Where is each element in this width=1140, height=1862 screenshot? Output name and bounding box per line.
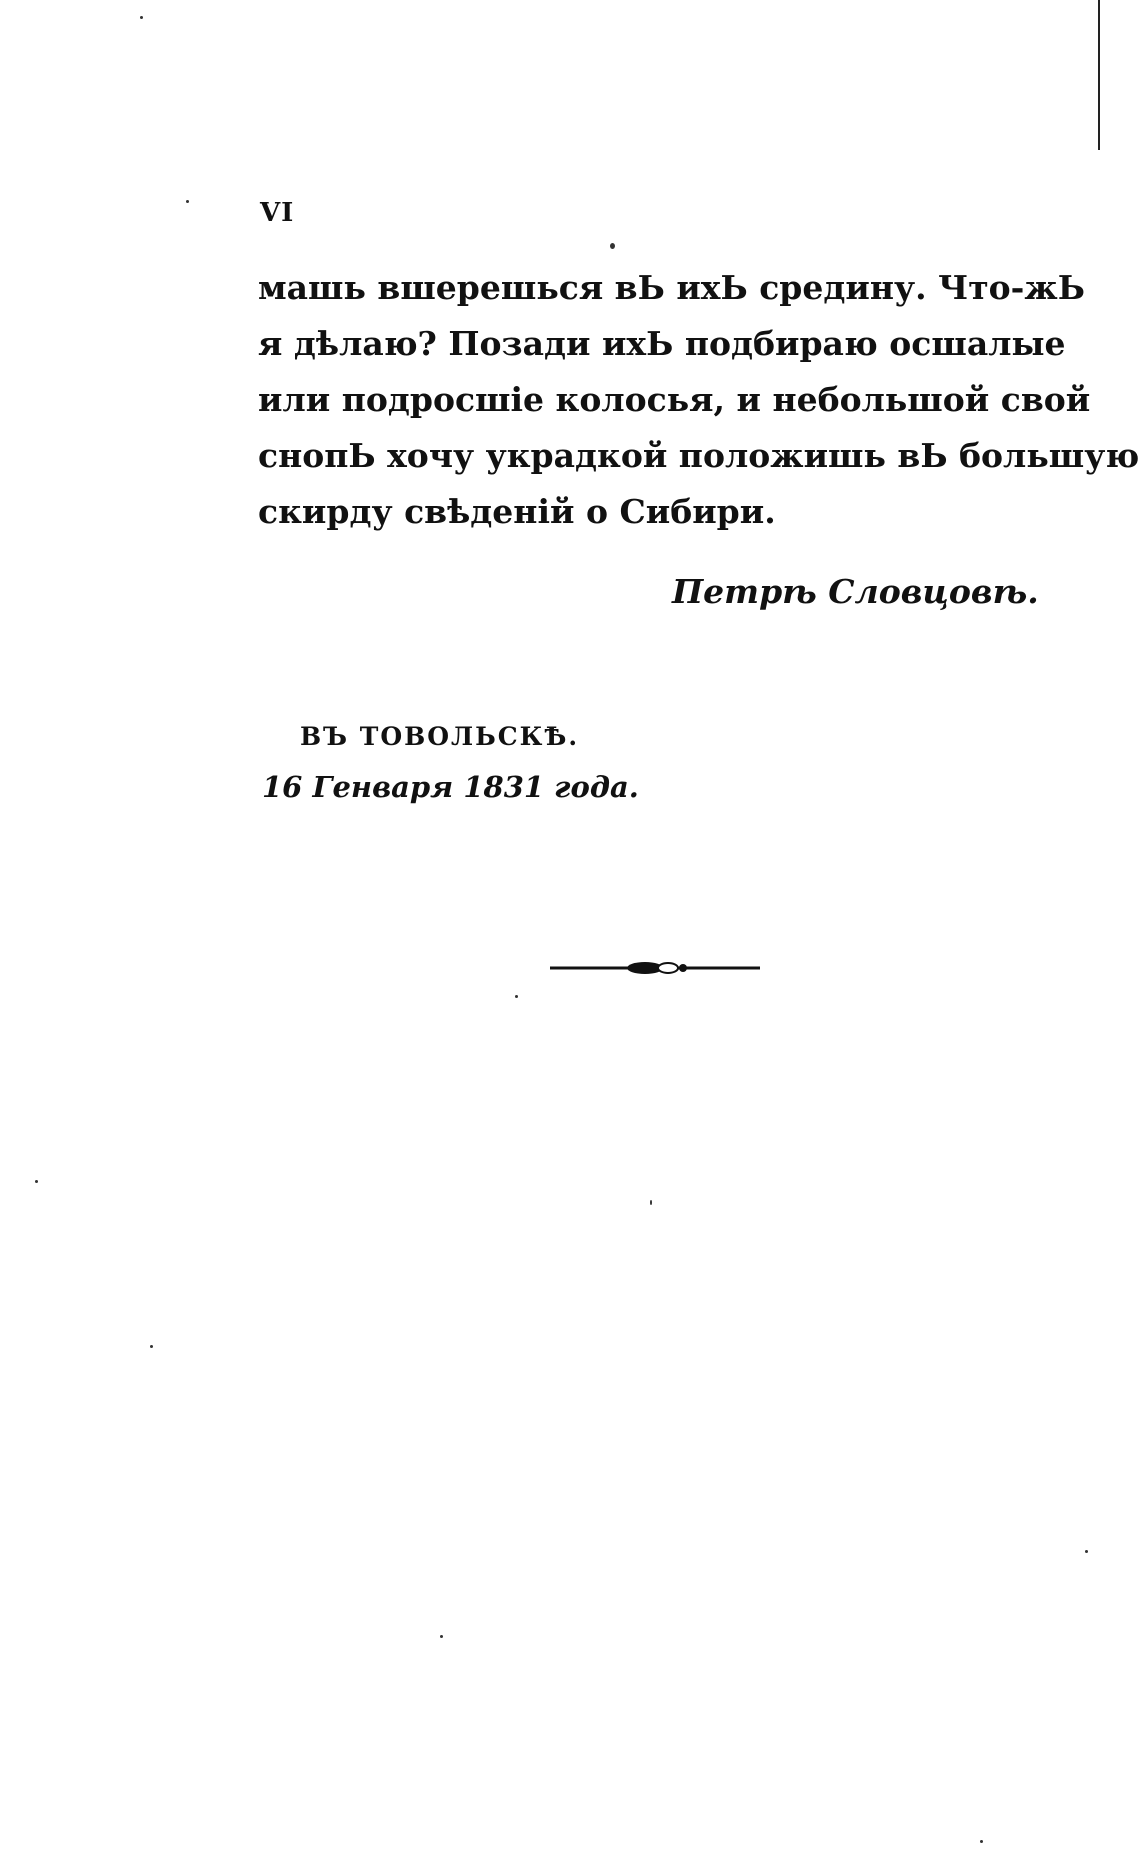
author-signature: Петрѣ Словцовѣ. xyxy=(672,572,1039,611)
paragraph-line-2: я дѣлаю? Позади ихЬ подбираю осшалые xyxy=(258,324,1066,363)
scan-speck xyxy=(140,16,143,19)
scan-speck xyxy=(150,1345,153,1348)
scan-speck xyxy=(440,1635,443,1638)
scan-speck xyxy=(650,1200,652,1205)
paragraph-line-1: машь вшерешься вЬ ихЬ средину. Что-жЬ xyxy=(258,268,1085,307)
scan-speck xyxy=(186,200,189,203)
scan-speck xyxy=(610,243,615,249)
scan-speck xyxy=(1085,1550,1088,1553)
ornament-divider-icon xyxy=(550,956,760,980)
paragraph-line-3: или подросшіе колосья, и небольшой свой xyxy=(258,380,1091,419)
page-number: VI xyxy=(260,198,295,228)
page-edge-line xyxy=(1098,0,1100,150)
date-line: 16 Генваря 1831 года. xyxy=(262,770,639,804)
place-line: ВЪ ТОВОЛЬСКѢ. xyxy=(300,722,580,751)
scan-speck xyxy=(35,1180,38,1183)
scan-speck xyxy=(515,995,518,998)
scan-speck xyxy=(980,1840,983,1843)
paragraph-line-4: снопЬ хочу украдкой положишь вЬ большую xyxy=(258,436,1140,475)
paragraph-line-5: скирду свѣденій о Сибири. xyxy=(258,492,776,531)
body-paragraph xyxy=(258,260,1140,540)
